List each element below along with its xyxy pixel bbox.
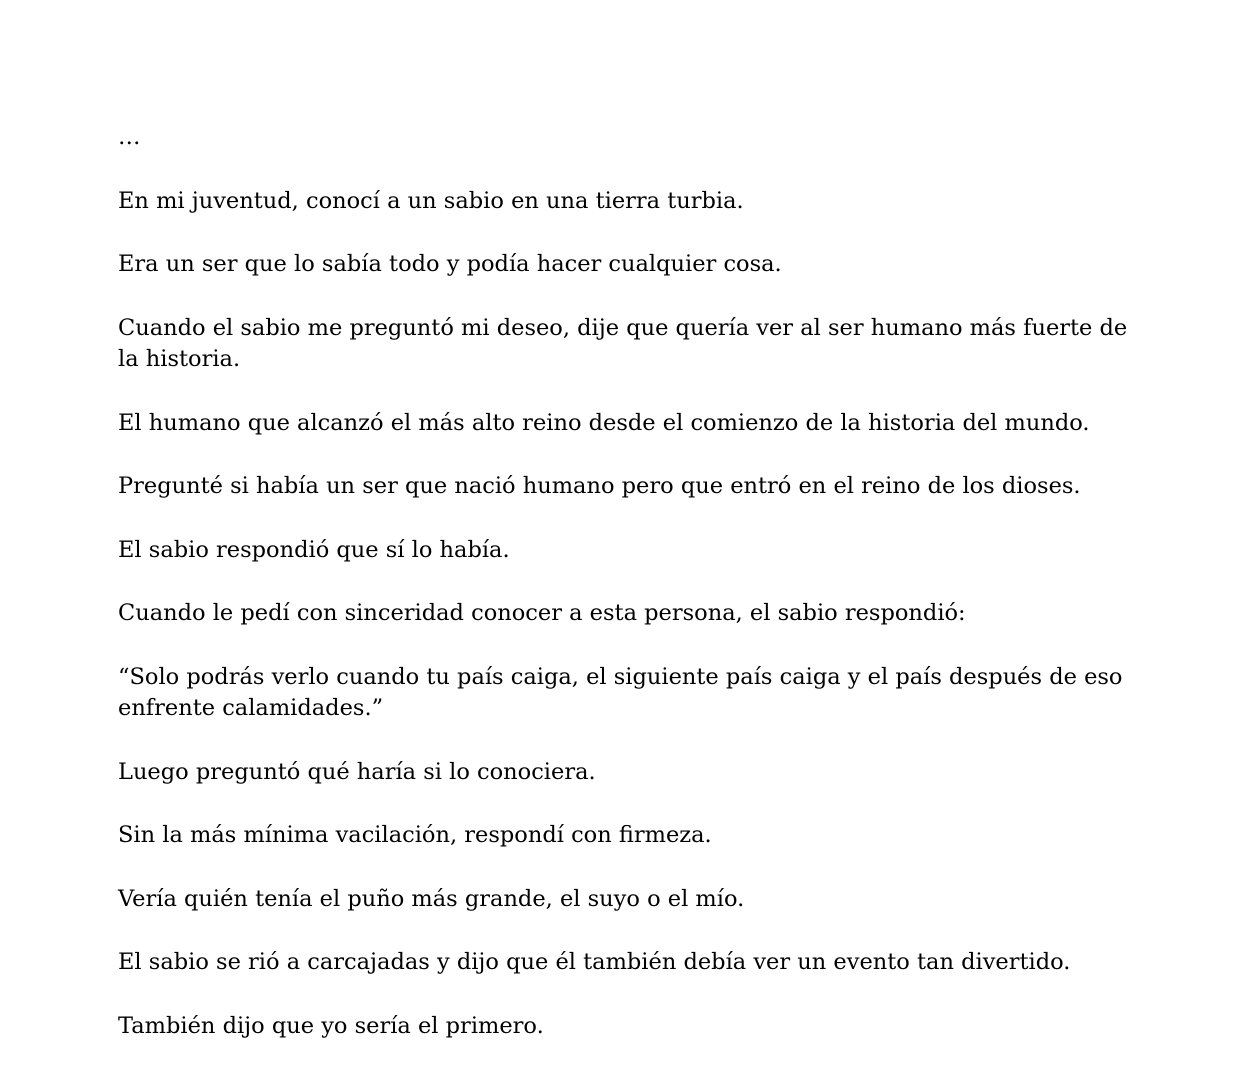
document-body [118,122,1128,1074]
paragraph: Pregunté si había un ser que nació humano pero que entró en el reino de los dioses. [118,473,1081,499]
paragraph: El sabio respondió que sí lo había. [118,536,510,563]
paragraph: Cuando el sabio me preguntó mi deseo, dije que quería ver al ser humano más fuerte de la historia. [118,314,1128,372]
paragraph: El humano que alcanzó el más alto reino desde el comienzo de la historia del mundo. [118,409,1090,436]
paragraph: Cuando le pedí con sinceridad conocer a esta persona, el sabio respondió: [118,600,966,626]
paragraph: Sin la más mínima vacilación, respondí con firmeza. [118,822,712,848]
paragraph: Era un ser que lo sabía todo y podía hacer cualquier cosa. [118,251,782,277]
paragraph: También dijo que yo sería el primero. [118,1012,544,1039]
paragraph: Vería quién tenía el puño más grande, el suyo o el mío. [118,885,745,912]
paragraph: El sabio se rió a carcajadas y dijo que él también debía ver un evento tan divertido. [118,949,1071,975]
paragraph-quote: “Solo podrás verlo cuando tu país caiga, el siguiente país caiga y el país después de eso enfrente calamidades.” [118,663,1123,721]
paragraph: Luego preguntó qué haría si lo conociera. [118,758,596,785]
paragraph: En mi juventud, conocí a un sabio en una tierra turbia. [118,187,744,214]
paragraph-ellipsis: … [118,124,141,150]
